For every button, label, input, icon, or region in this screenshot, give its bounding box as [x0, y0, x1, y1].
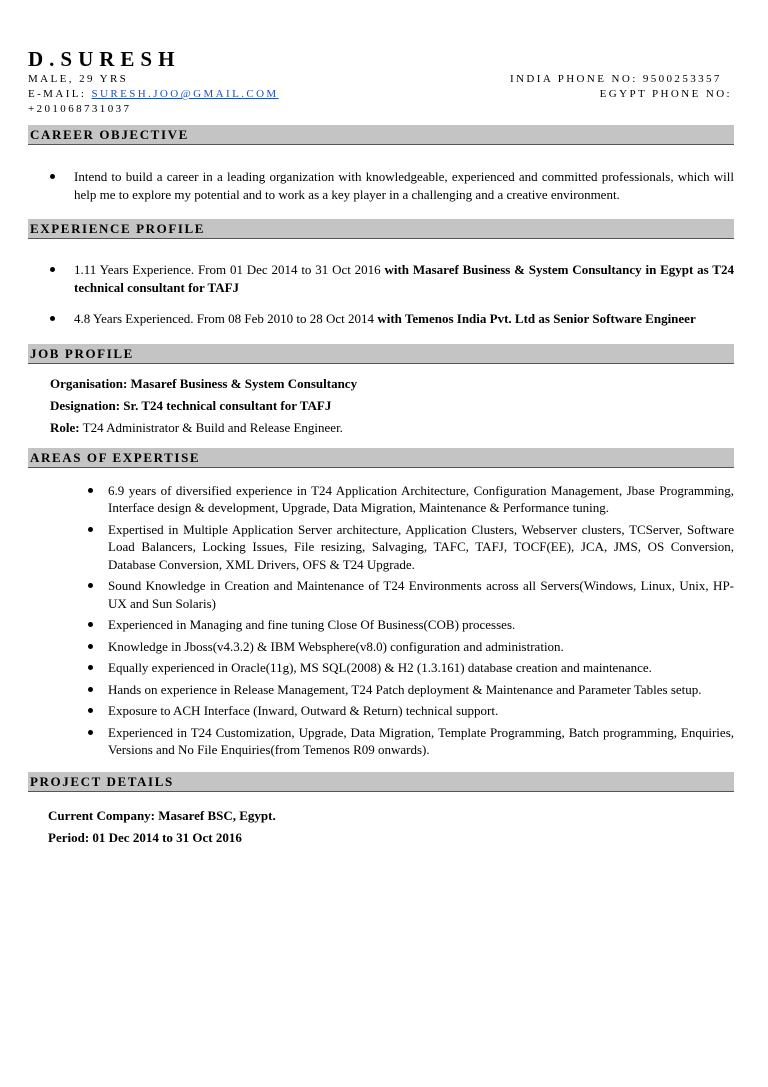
expertise-item [28, 616, 734, 634]
expertise-item [28, 482, 734, 517]
bullet-icon [50, 316, 55, 321]
expertise-text: Hands on experience in Release Management, T24 Patch deployment & Maintenance and Parameter Tables setup. [108, 681, 702, 697]
expertise-text: Experienced in Managing and fine tuning Close Of Business(COB) processes. [108, 617, 516, 632]
expertise-text: Experienced in T24 Customization, Upgrade, Data Migration, Template Programming, Batch programming, Enquiries, Versions and No File Enquiries(from Temenos R09 onwards). [108, 724, 734, 757]
expertise-text: Sound Knowledge in Creation and Maintenance of T24 Environments across all Servers(Windows, Linux, Unix, HP-UX and Sun Solaris) [108, 578, 734, 611]
bullet-icon [88, 622, 93, 627]
current-company-line: Current Company: Masaref BSC, Egypt. [48, 807, 276, 823]
section-experience-profile: EXPERIENCE PROFILE [28, 219, 734, 239]
egypt-phone: +201068731037 [28, 103, 132, 115]
bullet-icon [88, 708, 93, 713]
expertise-text: 6.9 years of diversified experience in T24 Application Architecture, Configuration Management, Jbase Programming, Interface design & development, Upgrade, Data Migration, Maintenance & Performance tuning. [108, 482, 734, 515]
project-details-block [28, 805, 734, 849]
expertise-text: Exposure to ACH Interface (Inward, Outward & Return) technical support. [108, 703, 499, 718]
bullet-icon [88, 730, 93, 735]
expertise-item [28, 638, 734, 656]
bullet-icon [88, 527, 93, 532]
bullet-icon [88, 488, 93, 493]
bullet-icon [88, 687, 93, 692]
period-line: Period: 01 Dec 2014 to 31 Oct 2016 [48, 829, 242, 845]
expertise-text: Equally experienced in Oracle(11g), MS SQL(2008) & H2 (1.3.161) database creation and maintenance. [108, 660, 652, 675]
expertise-list [28, 482, 734, 759]
expertise-item [28, 659, 734, 677]
section-areas-of-expertise: AREAS OF EXPERTISE [28, 448, 734, 468]
egypt-phone-label: EGYPT PHONE NO: [599, 88, 732, 100]
bullet-icon [50, 267, 55, 272]
age-line: MALE, 29 YRS [28, 73, 129, 85]
role-line: Role: T24 Administrator & Build and Release Engineer. [50, 419, 343, 435]
candidate-name: D.SURESH [28, 47, 181, 71]
organisation-line: Organisation: Masaref Business & System Consultancy [50, 375, 358, 391]
expertise-item [28, 702, 734, 720]
india-phone: INDIA PHONE NO: 9500253357 [510, 73, 722, 85]
expertise-text: Knowledge in Jboss(v4.3.2) & IBM Websphere(v8.0) configuration and administration. [108, 638, 564, 654]
resume-page [28, 40, 734, 849]
bullet-icon [88, 644, 93, 649]
bullet-icon [88, 583, 93, 588]
section-project-details: PROJECT DETAILS [28, 772, 734, 792]
career-objective-text: Intend to build a career in a leading organization with knowledgeable, experienced and committed professionals, which will help me to explore my potential and to work as a key player in a challenging and a creative environment. [74, 169, 734, 202]
expertise-text: Expertised in Multiple Application Server architecture, Application Clusters, Webserver clusters, TCServer, Software Load Balancers, Locking Issues, File resizing, Salvaging, TAFC, TAFJ, TOCF(EE), JCA, JMS, OS Conversion, Database Conversion, XML Drivers, OFS & T24 Upgrade. [108, 521, 734, 572]
expertise-item [28, 521, 734, 574]
expertise-item [28, 577, 734, 612]
header-row-2 [28, 87, 734, 102]
expertise-item [28, 724, 734, 759]
expertise-item [28, 681, 734, 699]
email-link[interactable]: SURESH.JOO@GMAIL.COM [91, 88, 279, 100]
job-profile-block [28, 373, 734, 439]
designation-line: Designation: Sr. T24 technical consultant for TAFJ [50, 397, 332, 413]
email-label: E-MAIL: [28, 88, 87, 100]
experience-item: 1.11 Years Experience. From 01 Dec 2014 to 31 Oct 2016 with Masaref Business & System Consultancy in Egypt as T24 technical consultant for TAFJ [28, 261, 734, 296]
section-job-profile: JOB PROFILE [28, 344, 734, 364]
career-objective-item [28, 168, 734, 203]
header-row-1 [28, 72, 734, 87]
bullet-icon [50, 174, 55, 179]
experience-item: 4.8 Years Experienced. From 08 Feb 2010 to 28 Oct 2014 with Temenos India Pvt. Ltd as Senior Software Engineer [28, 310, 734, 328]
bullet-icon [88, 665, 93, 670]
header-row-3 [28, 102, 734, 117]
section-career-objective: CAREER OBJECTIVE [28, 125, 734, 145]
